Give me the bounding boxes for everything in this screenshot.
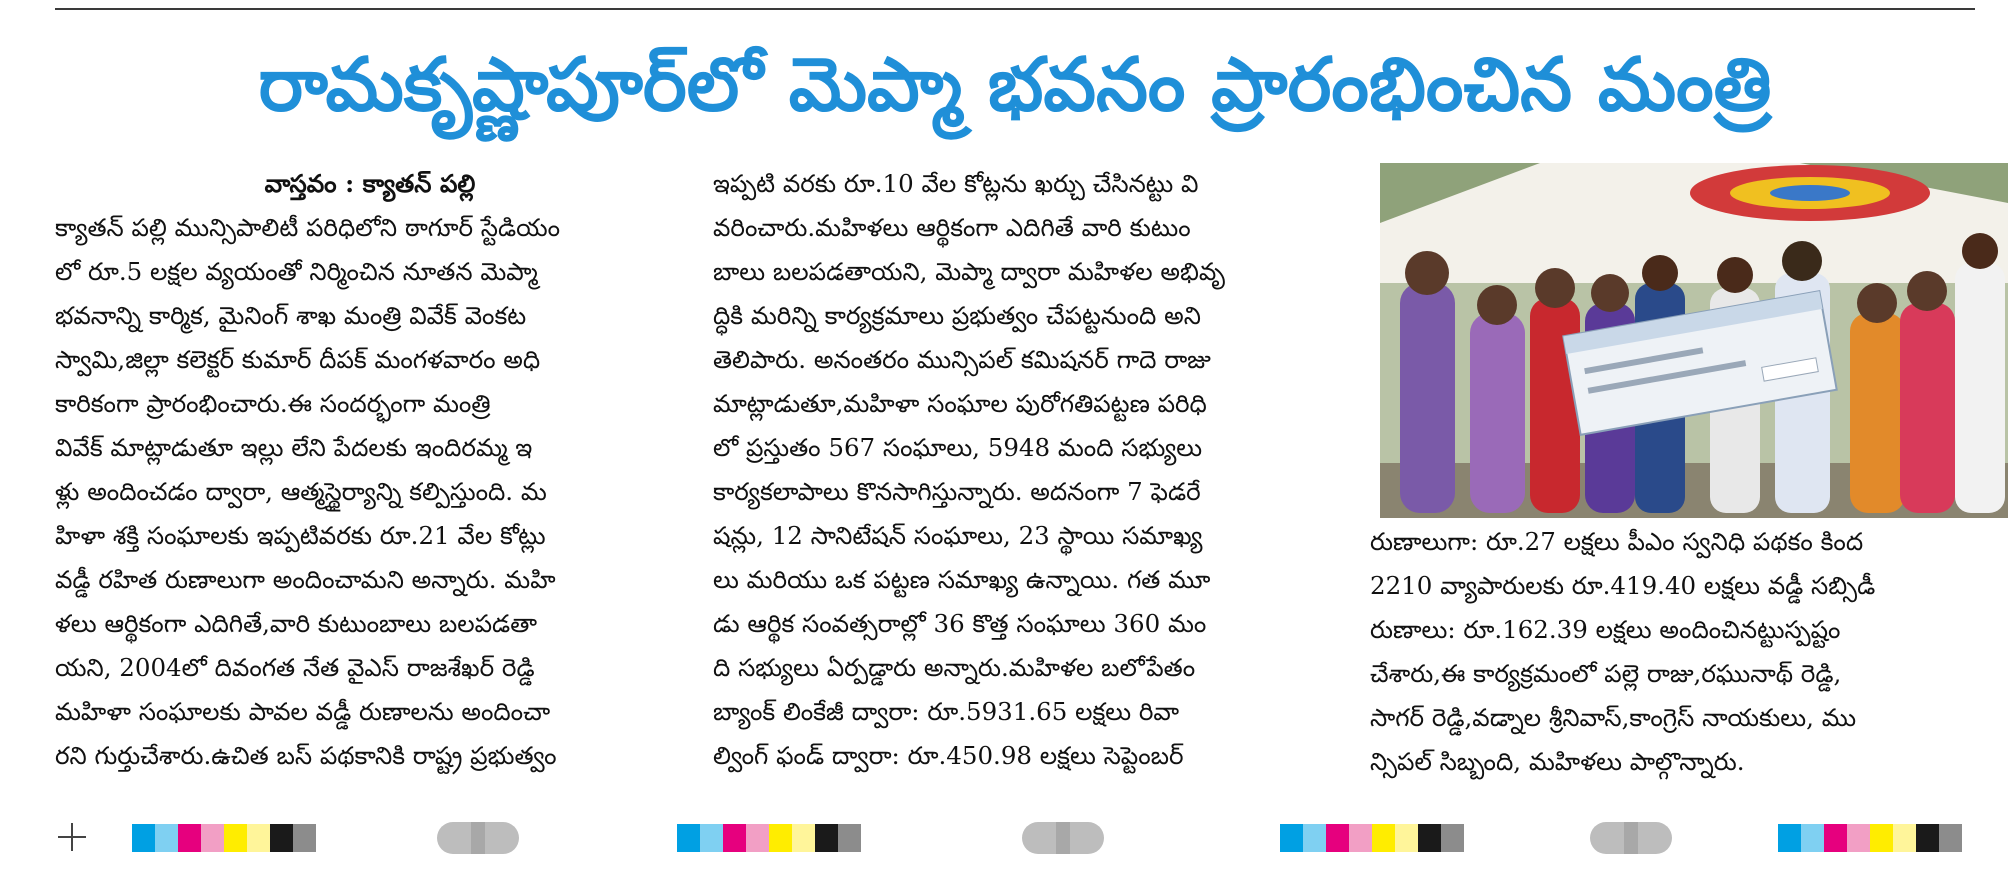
color-swatch bbox=[1280, 824, 1303, 852]
color-swatch bbox=[723, 824, 746, 852]
article-line: స్వామి,జిల్లా కలెక్టర్ కుమార్ దీపక్ మంగళవారం అధి bbox=[55, 345, 541, 374]
article-line: తెలిపారు. అనంతరం మున్సిపల్ కమిషనర్ గాదె రాజు bbox=[713, 345, 1211, 374]
article-line: ది సభ్యులు ఏర్పడ్డారు అన్నారు.మహిళల బలోపేతం bbox=[713, 653, 1196, 682]
article-line: షన్లు, 12 సానిటేషన్ సంఘాలు, 23 స్థాయి సమాఖ్య bbox=[713, 521, 1203, 550]
color-swatch bbox=[792, 824, 815, 852]
color-swatch bbox=[247, 824, 270, 852]
article-column-1 bbox=[55, 162, 685, 778]
registration-pill bbox=[1022, 822, 1104, 854]
color-swatch bbox=[293, 824, 316, 852]
color-calibration-bar bbox=[132, 824, 316, 852]
dateline: వాస్తవం : క్యాతన్ పల్లి bbox=[264, 169, 476, 198]
color-swatch bbox=[1801, 824, 1824, 852]
registration-pill bbox=[1590, 822, 1672, 854]
article-line: మహిళా సంఘాలకు పావల వడ్డీ రుణాలను అందించా bbox=[55, 697, 551, 726]
color-swatch bbox=[1824, 824, 1847, 852]
color-swatch bbox=[224, 824, 247, 852]
color-swatch bbox=[838, 824, 861, 852]
color-swatch bbox=[700, 824, 723, 852]
registration-pill bbox=[437, 822, 519, 854]
article-line: యని, 2004లో దివంగత నేత వైఎస్ రాజశేఖర్ రెడ్డి bbox=[55, 653, 535, 682]
article-line: లో ప్రస్తుతం 567 సంఘాలు, 5948 మంది సభ్యులు bbox=[713, 433, 1203, 462]
article-column-3 bbox=[1370, 520, 2000, 784]
color-swatch bbox=[1916, 824, 1939, 852]
color-swatch bbox=[1326, 824, 1349, 852]
article-line: మాట్లాడుతూ,మహిళా సంఘాల పురోగతిపట్టణ పరిధి bbox=[713, 389, 1207, 418]
article-line: న్సిపల్ సిబ్బంది, మహిళలు పాల్గొన్నారు. bbox=[1370, 747, 1745, 776]
article-line: హిళా శక్తి సంఘాలకు ఇప్పటివరకు రూ.21 వేల కోట్లు bbox=[55, 521, 546, 550]
article-line: లు మరియు ఒక పట్టణ సమాఖ్య ఉన్నాయి. గత మూ bbox=[713, 565, 1211, 594]
article-line: కారికంగా ప్రారంభించారు.ఈ సందర్భంగా మంత్రి bbox=[55, 389, 491, 418]
article-line: రని గుర్తుచేశారు.ఉచిత బస్ పథకానికి రాష్ట్ర ప్రభుత్వం bbox=[55, 741, 557, 770]
color-swatch bbox=[815, 824, 838, 852]
article-line: క్యాతన్ పల్లి మున్సిపాలిటీ పరిధిలోని ఠాగూర్ స్టేడియం bbox=[55, 213, 561, 242]
color-swatch bbox=[178, 824, 201, 852]
article-line: రుణాలు: రూ.162.39 లక్షలు అందించినట్టుస్పష్టం bbox=[1370, 615, 1841, 644]
article-line: లో రూ.5 లక్షల వ్యయంతో నిర్మించిన నూతన మెప్మా bbox=[55, 257, 538, 286]
color-swatch bbox=[1349, 824, 1372, 852]
color-swatch bbox=[132, 824, 155, 852]
article-line: ద్ధికి మరిన్ని కార్యక్రమాలు ప్రభుత్వం చేపట్టనుంది అని bbox=[713, 301, 1201, 330]
color-calibration-bar bbox=[1280, 824, 1464, 852]
article-line: డు ఆర్థిక సంవత్సరాల్లో 36 కొత్త సంఘాలు 360 మం bbox=[713, 609, 1207, 638]
color-swatch bbox=[1939, 824, 1962, 852]
print-registration-marks bbox=[0, 812, 2011, 862]
article-line: బ్యాంక్ లింకేజీ ద్వారా: రూ.5931.65 లక్షలు రివా bbox=[713, 697, 1180, 726]
article-line: ళ్లు అందించడం ద్వారా, ఆత్మస్థైర్యాన్ని కల్పిస్తుంది. మ bbox=[55, 477, 547, 506]
color-swatch bbox=[1778, 824, 1801, 852]
color-swatch bbox=[155, 824, 178, 852]
color-calibration-bar bbox=[1778, 824, 1962, 852]
article-line: రుణాలుగా: రూ.27 లక్షలు పీఎం స్వనిధి పథకం కింద bbox=[1370, 527, 1864, 556]
article-line: బాలు బలపడతాయని, మెప్మా ద్వారా మహిళల అభివృ bbox=[713, 257, 1225, 286]
article-line: ఇప్పటి వరకు రూ.10 వేల కోట్లను ఖర్చు చేసినట్టు వి bbox=[713, 169, 1199, 198]
article-line: ల్వింగ్ ఫండ్ ద్వారా: రూ.450.98 లక్షలు సెప్టెంబర్ bbox=[713, 741, 1184, 770]
color-swatch bbox=[1303, 824, 1326, 852]
article-line: వరించారు.మహిళలు ఆర్థికంగా ఎదిగితే వారి కుటుం bbox=[713, 213, 1191, 242]
color-swatch bbox=[1893, 824, 1916, 852]
color-swatch bbox=[1372, 824, 1395, 852]
color-swatch bbox=[1870, 824, 1893, 852]
top-rule bbox=[55, 8, 1975, 10]
color-swatch bbox=[769, 824, 792, 852]
article-line: భవనాన్ని కార్మిక, మైనింగ్ శాఖ మంత్రి వివేక్ వెంకట bbox=[55, 301, 527, 330]
article-line: సాగర్ రెడ్డి,వడ్నాల శ్రీనివాస్,కాంగ్రెస్ నాయకులు, ము bbox=[1370, 703, 1857, 732]
color-swatch bbox=[1441, 824, 1464, 852]
event-photo bbox=[1380, 163, 2008, 518]
color-swatch bbox=[1395, 824, 1418, 852]
article-line: వివేక్ మాట్లాడుతూ ఇల్లు లేని పేదలకు ఇందిరమ్మ ఇ bbox=[55, 433, 533, 462]
article-line: చేశారు,ఈ కార్యక్రమంలో పల్లె రాజు,రఘునాథ్ రెడ్డి, bbox=[1370, 659, 1842, 688]
article-line: ళలు ఆర్థికంగా ఎదిగితే,వారి కుటుంబాలు బలపడతా bbox=[55, 609, 537, 638]
color-calibration-bar bbox=[677, 824, 861, 852]
article-line: 2210 వ్యాపారులకు రూ.419.40 లక్షలు వడ్డీ సబ్సిడీ bbox=[1370, 571, 1876, 600]
article-column-2 bbox=[713, 162, 1353, 778]
color-swatch bbox=[1418, 824, 1441, 852]
color-swatch bbox=[201, 824, 224, 852]
article-line: వడ్డీ రహిత రుణాలుగా అందించామని అన్నారు. మహి bbox=[55, 565, 556, 594]
headline: రామకృష్ణాపూర్‌లో మెప్మా భవనం ప్రారంభించిన మంత్రి bbox=[258, 42, 1772, 128]
color-swatch bbox=[677, 824, 700, 852]
article-line: కార్యకలాపాలు కొనసాగిస్తున్నారు. అదనంగా 7 ఫెడరే bbox=[713, 477, 1201, 506]
color-swatch bbox=[1847, 824, 1870, 852]
color-swatch bbox=[746, 824, 769, 852]
crosshair-icon bbox=[71, 823, 73, 851]
color-swatch bbox=[270, 824, 293, 852]
